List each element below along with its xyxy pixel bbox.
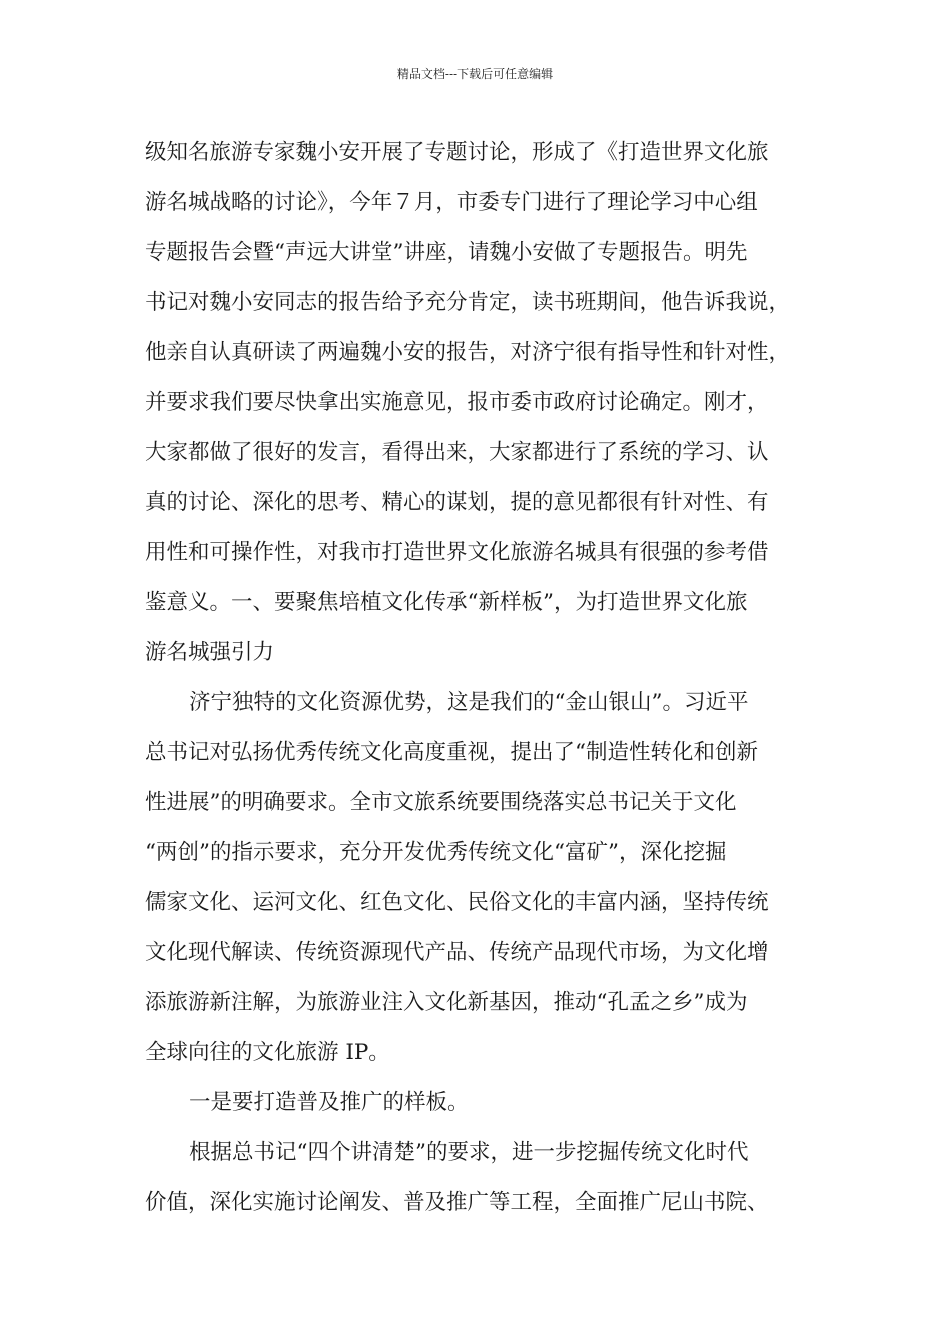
text-line: 用性和可操作性，对我市打造世界文化旅游名城具有很强的参考借: [145, 540, 769, 565]
text-line: 游名城强引力: [145, 640, 275, 665]
text-line: 游名城战略的讨论》，今年７月，市委专门进行了理论学习中心组: [145, 190, 758, 215]
text-line: 文化现代解读、传统资源现代产品、传统产品现代市场，为文化增: [145, 940, 769, 965]
text-line: 鉴意义。一、要聚焦培植文化传承“新样板”，为打造世界文化旅: [145, 590, 748, 615]
text-line: 真的讨论、深化的思考、精心的谋划，提的意见都很有针对性、有: [145, 490, 769, 515]
text-line: 专题报告会暨“声远大讲堂”讲座，请魏小安做了专题报告。明先: [145, 240, 748, 265]
text-line: 并要求我们要尽快拿出实施意见，报市委市政府讨论确定。刚才，: [145, 390, 769, 415]
section-heading: 一是要打造普及推广的样板。: [189, 1090, 469, 1115]
text-line: 价值，深化实施讨论阐发、普及推广等工程，全面推广尼山书院、: [145, 1190, 769, 1215]
text-line: 儒家文化、运河文化、红色文化、民俗文化的丰富内涵，坚持传统: [145, 890, 769, 915]
page-header: 精品文档---下载后可任意编辑: [396, 67, 554, 81]
paragraph-first-line: 根据总书记“四个讲清楚”的要求，进一步挖掘传统文化时代: [189, 1140, 749, 1165]
text-line: “两创”的指示要求，充分开发优秀传统文化“富矿”，深化挖掘: [145, 840, 727, 865]
text-line: 大家都做了很好的发言，看得出来，大家都进行了系统的学习、认: [145, 440, 769, 465]
text-line: 性进展”的明确要求。全市文旅系统要围绕落实总书记关于文化: [145, 790, 737, 815]
text-line: 级知名旅游专家魏小安开展了专题讨论，形成了《打造世界文化旅: [145, 140, 769, 165]
text-line: 他亲自认真研读了两遍魏小安的报告，对济宁很有指导性和针对性，: [145, 340, 791, 365]
document-body: [145, 128, 815, 1228]
text-line: 添旅游新注解，为旅游业注入文化新基因，推动“孔孟之乡”成为: [145, 990, 748, 1015]
text-line: 总书记对弘扬优秀传统文化高度重视，提出了“制造性转化和创新: [145, 740, 758, 765]
text-line: 全球向往的文化旅游 IP。: [145, 1040, 390, 1065]
text-line: 书记对魏小安同志的报告给予充分肯定，读书班期间，他告诉我说，: [145, 290, 791, 315]
paragraph-first-line: 济宁独特的文化资源优势，这是我们的“金山银山”。习近平: [189, 690, 749, 715]
